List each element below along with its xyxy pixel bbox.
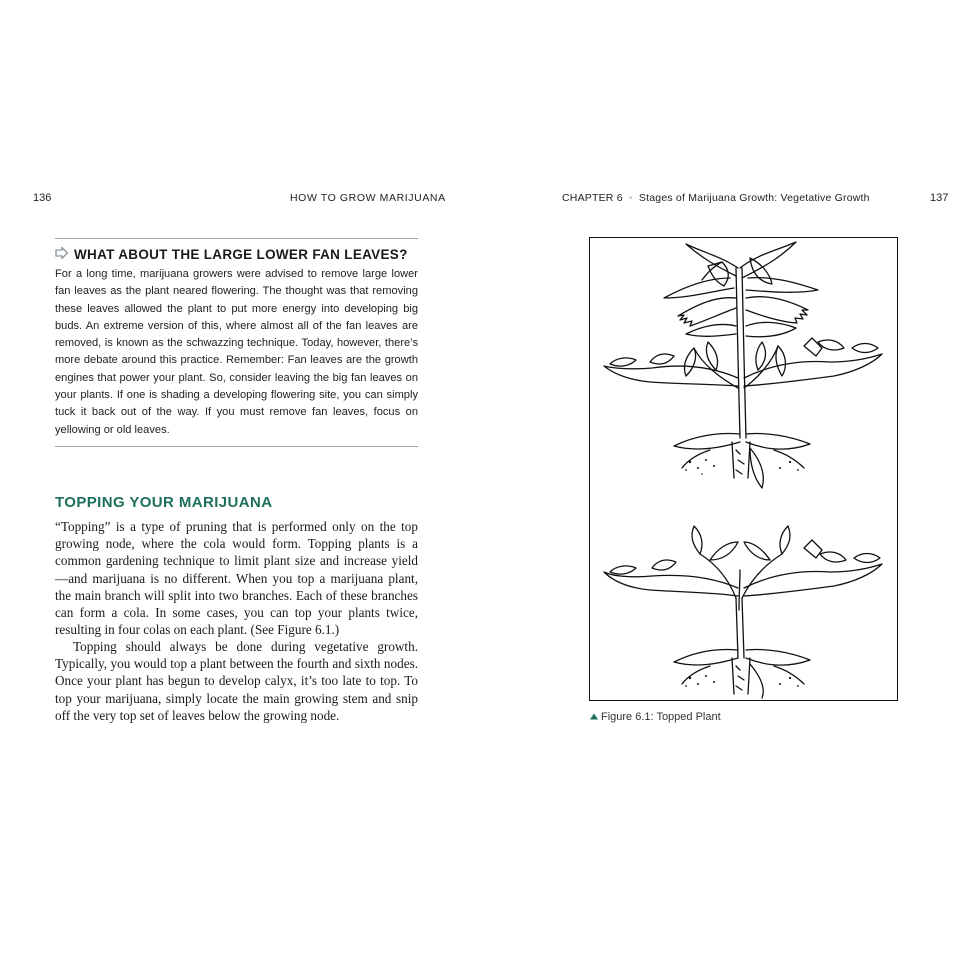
paragraph-topping-timing: Topping should always be done during vegetative growth. Typically, you would top a plant between the fourth and sixth nodes. Once your plant has begun to develop calyx, it’s too late to top. To top your marijuana, simply locate the main growing stem and snip off the very top set of leaves below the growing node.	[55, 639, 418, 723]
figure-caption	[590, 711, 721, 723]
arrow-icon	[55, 247, 74, 262]
sidebar-box	[55, 238, 418, 447]
triangle-up-icon	[590, 711, 601, 723]
paragraph-topping-intro: “Topping” is a type of pruning that is performed only on the top growing node, where the cola would form. Topping plants is a common gardening technique to limit plant size and increase yield—and marijuana is no different. When you top a marijuana plant, the main branch will split into two branches. Each of these branches can form a cola. In some cases, you can top your plants twice, resulting in four colas on each plant. (See Figure 6.1.)	[55, 519, 418, 638]
sidebar-title	[55, 247, 418, 262]
sidebar-body: For a long time, marijuana growers were advised to remove large lower fan leaves as the plant neared flowering. The thought was that removing these leaves allowed the plant to put more energy into developing big buds. An extreme version of this, where almost all of the fan leaves are removed, is known as the schwazzing technique. Today, however, there’s more debate around this practice. Remember: Fan leaves are the growth engines that power your plant. So, consider leaving the big fan leaves on your plants. If one is shading a developing flowering site, you can simply tuck it back out of the way. If you must remove fan leaves, focus on yellowing or old leaves.	[55, 268, 418, 436]
topped-plant-illustration	[590, 238, 896, 699]
sidebar-title-text: WHAT ABOUT THE LARGE LOWER FAN LEAVES?	[74, 247, 408, 262]
chapter-label: CHAPTER 6	[562, 192, 623, 204]
chapter-separator: ◦	[628, 192, 633, 204]
chapter-title: Stages of Marijuana Growth: Vegetative Growth	[638, 192, 870, 204]
section-title: TOPPING YOUR MARIJUANA	[55, 494, 273, 511]
figure-box	[589, 237, 898, 701]
right-page-number: 137	[930, 192, 949, 204]
figure-caption-text: Figure 6.1: Topped Plant	[601, 711, 721, 723]
left-page-number: 136	[33, 192, 52, 204]
right-running-head	[562, 192, 870, 204]
left-running-head: HOW TO GROW MARIJUANA	[290, 192, 446, 204]
